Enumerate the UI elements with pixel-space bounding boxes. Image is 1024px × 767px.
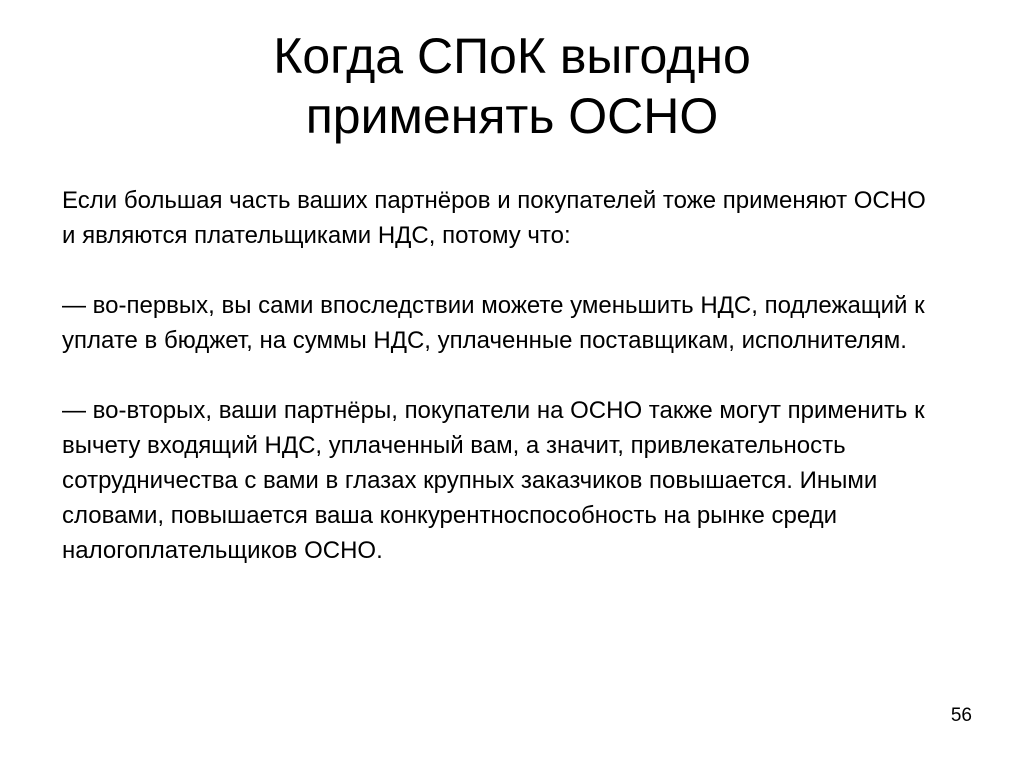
second-point-paragraph: — во-вторых, ваши партнёры, покупатели на ОСНО также могут применить к вычету входящий НДС, уплаченный вам, а значит, привлекательность сотрудничества с вами в глазах крупных заказчиков повышается. Иными словами, повышается ваша конкурентноспособность на рынке среди налогоплательщиков ОСНО. xyxy=(62,397,925,564)
slide-body xyxy=(62,183,942,568)
slide-title-line-1: Когда СПоК выгодно xyxy=(273,28,751,84)
page-number: 56 xyxy=(950,705,972,726)
slide-title-line-2: применять ОСНО xyxy=(305,88,719,144)
intro-paragraph: Если большая часть ваших партнёров и покупателей тоже применяют ОСНО и являются плательщиками НДС, потому что: xyxy=(62,187,926,249)
slide-title xyxy=(80,26,944,146)
first-point-paragraph: — во-первых, вы сами впоследствии можете уменьшить НДС, подлежащий к уплате в бюджет, на суммы НДС, уплаченные поставщикам, исполнителям. xyxy=(62,292,925,354)
